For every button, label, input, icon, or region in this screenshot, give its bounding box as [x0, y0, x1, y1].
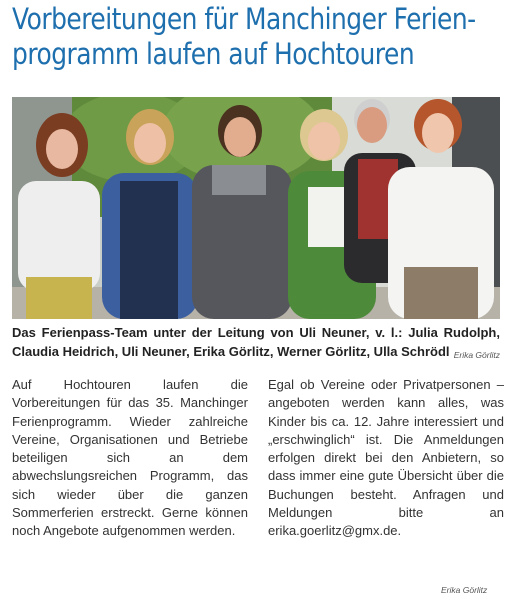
group-photo-illustration — [12, 97, 500, 319]
body-column-left: Auf Hochtouren laufen die Vorbereitungen für das 35. Manchinger Ferienprogramm. Wieder zahlreiche Vereine, Organisationen und Betriebe beteiligen sich an dem abwechslungsreichen Programm, das sich wieder über die ganzen Sommerferien erstreckt. Gerne können noch Angebote aufgenommen werden. — [12, 377, 248, 539]
photo-credit: Erika Görlitz — [453, 350, 500, 360]
photo-caption — [12, 323, 500, 365]
body-column-right: Egal ob Vereine oder Privatpersonen – angeboten werden kann alles, was Kinder bis ca. 12. Jahre interessiert und „erschwinglich“ ist. Die Anmeldungen erfolgen direkt bei den Anbietern, so dass immer eine gute Übersicht über die Buchungen besteht. Anfragen und Meldungen bitte an erika.goerlitz@gmx.de. — [268, 377, 504, 539]
group-photo — [12, 97, 500, 319]
author-credit: Erika Görlitz — [441, 585, 488, 595]
caption-text: Das Ferienpass-Team unter der Leitung von Uli Neuner, v. l.: Julia Rudolph, Claudia Heidrich, Uli Neuner, Erika Görlitz, Werner Görlitz, Ulla Schrödl — [12, 325, 500, 359]
article-headline: Vorbereitungen für Manchinger Ferien-programm laufen auf Hochtouren — [12, 2, 476, 71]
